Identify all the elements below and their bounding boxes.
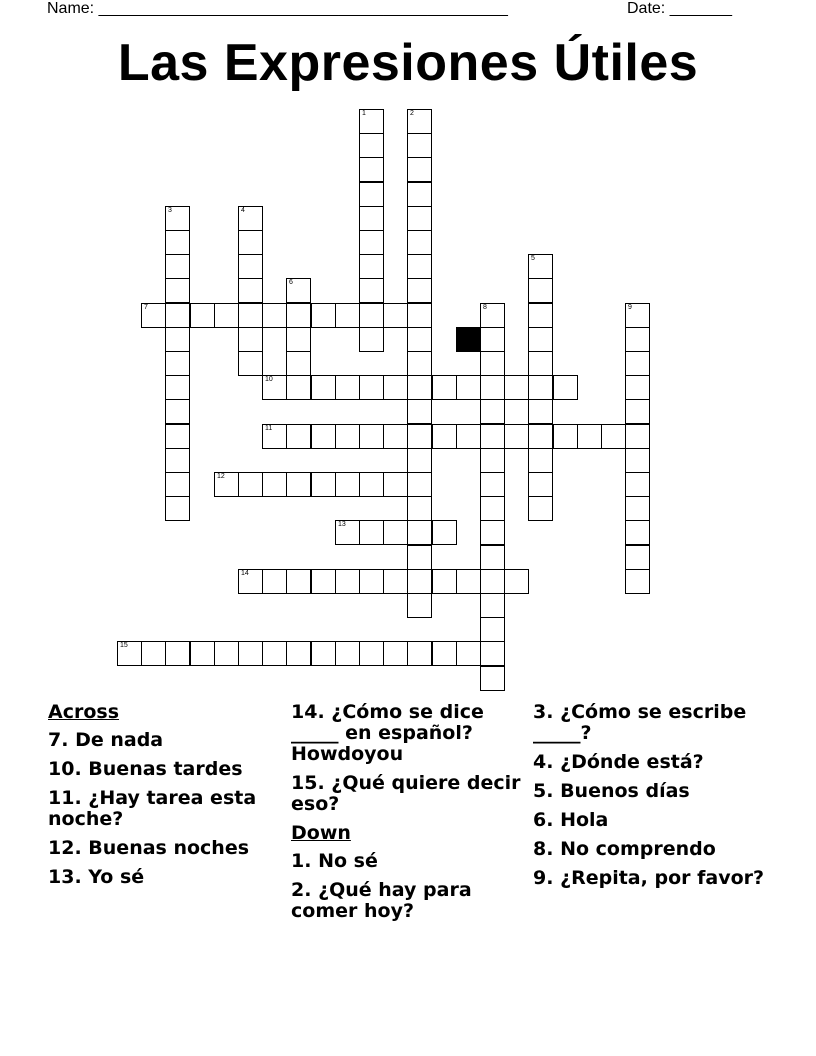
crossword-cell[interactable] (432, 424, 457, 449)
crossword-cell[interactable] (383, 303, 408, 328)
clue-number: 10. (48, 758, 82, 780)
crossword-cell[interactable] (625, 545, 650, 570)
crossword-cell[interactable] (238, 569, 263, 594)
crossword-cell[interactable] (286, 278, 311, 303)
crossword-cell[interactable] (359, 375, 384, 400)
clue-text: De nada (75, 729, 164, 751)
crossword-cell[interactable] (165, 206, 190, 231)
crossword-cell[interactable] (625, 520, 650, 545)
crossword-cell[interactable] (311, 569, 336, 594)
clue-number-label: 10 (265, 376, 273, 383)
crossword-cell[interactable] (359, 278, 384, 303)
crossword-cell[interactable] (456, 641, 481, 666)
crossword-cell[interactable] (335, 303, 360, 328)
crossword-cell[interactable] (359, 182, 384, 207)
clue-number-label: 15 (120, 642, 128, 649)
across-clue (48, 838, 278, 859)
crossword-cell[interactable] (407, 206, 432, 231)
crossword-cell[interactable] (528, 254, 553, 279)
crossword-cell[interactable] (625, 303, 650, 328)
crossword-cell[interactable] (262, 569, 287, 594)
clue-number-label: 12 (217, 473, 225, 480)
crossword-cell[interactable] (286, 569, 311, 594)
crossword-cell[interactable] (407, 109, 432, 134)
clue-number: 7. (48, 729, 69, 751)
crossword-cell[interactable] (528, 375, 553, 400)
clue-number-label: 11 (265, 425, 273, 432)
crossword-cell[interactable] (238, 641, 263, 666)
crossword-cell[interactable] (432, 569, 457, 594)
crossword-cell[interactable] (359, 569, 384, 594)
crossword-cell[interactable] (359, 424, 384, 449)
clue-number-label: 4 (241, 207, 245, 214)
crossword-cell[interactable] (311, 641, 336, 666)
crossword-cell[interactable] (286, 303, 311, 328)
crossword-cell[interactable] (407, 182, 432, 207)
crossword-cell[interactable] (238, 351, 263, 376)
crossword-cell[interactable] (359, 206, 384, 231)
crossword-cell[interactable] (141, 641, 166, 666)
crossword-cell[interactable] (480, 375, 505, 400)
crossword-cell[interactable] (528, 303, 553, 328)
down-clue (533, 781, 773, 802)
crossword-cell[interactable] (165, 472, 190, 497)
crossword-cell[interactable] (286, 351, 311, 376)
clue-number-label: 14 (241, 570, 249, 577)
crossword-cell[interactable] (625, 375, 650, 400)
crossword-cell[interactable] (407, 254, 432, 279)
crossword-cell[interactable] (165, 375, 190, 400)
crossword-cell[interactable] (407, 448, 432, 473)
crossword-cell[interactable] (383, 375, 408, 400)
crossword-cell[interactable] (407, 327, 432, 352)
clue-number: 13. (48, 866, 82, 888)
crossword-cell[interactable] (335, 375, 360, 400)
clue-number: 4. (533, 751, 554, 773)
crossword-cell[interactable] (528, 327, 553, 352)
clue-number-label: 8 (483, 304, 487, 311)
crossword-cell[interactable] (165, 303, 190, 328)
crossword-cell[interactable] (480, 593, 505, 618)
down-clue (533, 810, 773, 831)
clue-text: No sé (318, 850, 378, 872)
clue-text: ¿Qué quiere decir eso? (291, 772, 521, 815)
crossword-cell[interactable] (286, 375, 311, 400)
crossword-cell[interactable] (286, 641, 311, 666)
crossword-cell[interactable] (528, 496, 553, 521)
crossword-cell[interactable] (480, 545, 505, 570)
crossword-cell[interactable] (165, 641, 190, 666)
crossword-cell[interactable] (407, 303, 432, 328)
crossword-cell[interactable] (262, 303, 287, 328)
clue-number-label: 3 (168, 207, 172, 214)
crossword-cell[interactable] (214, 303, 239, 328)
crossword-cell[interactable] (432, 375, 457, 400)
clues-column-1 (48, 702, 278, 896)
crossword-cell[interactable] (214, 641, 239, 666)
crossword-cell[interactable] (625, 448, 650, 473)
crossword-cell[interactable] (238, 303, 263, 328)
crossword-cell[interactable] (407, 641, 432, 666)
down-clue (291, 880, 521, 922)
crossword-cell[interactable] (190, 303, 215, 328)
clue-text: ¿Hay tarea esta noche? (48, 787, 257, 830)
across-clue (48, 867, 278, 888)
clue-text: Buenas tardes (88, 758, 243, 780)
crossword-cell[interactable] (359, 230, 384, 255)
clue-text: Buenos días (560, 780, 690, 802)
clue-number: 12. (48, 837, 82, 859)
crossword-cell[interactable] (504, 375, 529, 400)
crossword-cell[interactable] (165, 327, 190, 352)
crossword-cell[interactable] (528, 424, 553, 449)
crossword-cell[interactable] (480, 448, 505, 473)
crossword-cell[interactable] (504, 569, 529, 594)
clue-number-label: 7 (144, 304, 148, 311)
crossword-cell[interactable] (407, 545, 432, 570)
crossword-cell[interactable] (359, 254, 384, 279)
clue-text: No comprendo (560, 838, 716, 860)
crossword-cell[interactable] (407, 278, 432, 303)
clue-number-label: 9 (628, 304, 632, 311)
crossword-cell[interactable] (407, 424, 432, 449)
crossword-cell[interactable] (407, 496, 432, 521)
across-clue (48, 730, 278, 751)
crossword-cell[interactable] (407, 569, 432, 594)
crossword-cell[interactable] (480, 399, 505, 424)
crossword-cell[interactable] (359, 109, 384, 134)
crossword-cell[interactable] (407, 520, 432, 545)
crossword-cell[interactable] (262, 375, 287, 400)
clue-text: Hola (560, 809, 609, 831)
clue-number: 11. (48, 787, 82, 809)
crossword-cell[interactable] (383, 472, 408, 497)
crossword-cell[interactable] (359, 157, 384, 182)
clue-number: 15. (291, 772, 325, 794)
crossword-cell[interactable] (335, 424, 360, 449)
clues-column-3 (533, 702, 773, 897)
crossword-cell[interactable] (625, 327, 650, 352)
crossword-cell[interactable] (625, 351, 650, 376)
crossword-cell[interactable] (238, 206, 263, 231)
crossword-cell[interactable] (238, 472, 263, 497)
crossword-cell[interactable] (359, 133, 384, 158)
down-clue (533, 839, 773, 860)
crossword-cell[interactable] (553, 424, 578, 449)
crossword-cell[interactable] (553, 375, 578, 400)
clue-number: 6. (533, 809, 554, 831)
crossword-cell[interactable] (190, 641, 215, 666)
crossword-cell[interactable] (335, 472, 360, 497)
crossword-cell[interactable] (238, 278, 263, 303)
crossword-cell[interactable] (480, 303, 505, 328)
crossword-cell[interactable] (528, 472, 553, 497)
across-heading: Across (48, 701, 120, 723)
crossword-cell[interactable] (383, 520, 408, 545)
clue-number-label: 6 (289, 279, 293, 286)
crossword-cell[interactable] (165, 399, 190, 424)
crossword-block (456, 327, 481, 352)
crossword-cell[interactable] (407, 351, 432, 376)
crossword-cell[interactable] (480, 424, 505, 449)
crossword-cell[interactable] (262, 472, 287, 497)
crossword-cell[interactable] (165, 254, 190, 279)
crossword-cell[interactable] (407, 593, 432, 618)
crossword-cell[interactable] (335, 641, 360, 666)
clue-number-label: 13 (338, 521, 346, 528)
crossword-cell[interactable] (359, 472, 384, 497)
crossword-cell[interactable] (311, 375, 336, 400)
crossword-cell[interactable] (528, 448, 553, 473)
crossword-cell[interactable] (359, 641, 384, 666)
crossword-cell[interactable] (407, 472, 432, 497)
crossword-cell[interactable] (480, 666, 505, 691)
down-clue (291, 851, 521, 872)
crossword-cell[interactable] (165, 230, 190, 255)
crossword-cell[interactable] (504, 424, 529, 449)
crossword-cell[interactable] (456, 424, 481, 449)
crossword-cell[interactable] (141, 303, 166, 328)
crossword-cell[interactable] (480, 351, 505, 376)
crossword-cell[interactable] (262, 424, 287, 449)
crossword-cell[interactable] (117, 641, 142, 666)
crossword-cell[interactable] (407, 157, 432, 182)
crossword-cell[interactable] (625, 424, 650, 449)
crossword-cell[interactable] (359, 520, 384, 545)
crossword-cell[interactable] (480, 327, 505, 352)
across-clue (48, 788, 278, 830)
clue-text: ¿Qué hay para comer hoy? (291, 879, 472, 922)
crossword-cell[interactable] (335, 569, 360, 594)
clues-column-2 (291, 702, 521, 930)
crossword-cell[interactable] (432, 641, 457, 666)
across-clue (291, 702, 521, 765)
clue-text: Yo sé (88, 866, 145, 888)
crossword-cell[interactable] (456, 375, 481, 400)
clue-text: ¿Cómo se escribe _____? (533, 701, 747, 744)
date-field-label: Date: _______ (627, 0, 732, 17)
clue-number: 5. (533, 780, 554, 802)
clue-number-label: 5 (531, 255, 535, 262)
crossword-cell[interactable] (165, 448, 190, 473)
crossword-cell[interactable] (625, 472, 650, 497)
crossword-cell[interactable] (214, 472, 239, 497)
crossword-cell[interactable] (432, 520, 457, 545)
crossword-cell[interactable] (383, 424, 408, 449)
clue-number: 3. (533, 701, 554, 723)
crossword-cell[interactable] (480, 472, 505, 497)
page-title: Las Expresiones Útiles (117, 34, 699, 92)
clue-number-label: 2 (410, 110, 414, 117)
down-clue (533, 752, 773, 773)
crossword-cell[interactable] (601, 424, 626, 449)
crossword-cell[interactable] (407, 399, 432, 424)
crossword-cell[interactable] (625, 569, 650, 594)
clue-number: 14. (291, 701, 325, 723)
crossword-cell[interactable] (238, 327, 263, 352)
crossword-cell[interactable] (528, 278, 553, 303)
crossword-cell[interactable] (528, 351, 553, 376)
down-clue (533, 702, 773, 744)
crossword-cell[interactable] (262, 641, 287, 666)
name-field-label: Name: ______________________________________________ (47, 0, 508, 17)
crossword-cell[interactable] (311, 303, 336, 328)
clue-text: ¿Cómo se dice _____ en español? Howdoyou (291, 701, 484, 765)
crossword-cell[interactable] (165, 496, 190, 521)
crossword-cell[interactable] (359, 303, 384, 328)
crossword-cell[interactable] (480, 569, 505, 594)
crossword-cell[interactable] (407, 133, 432, 158)
crossword-cell[interactable] (335, 520, 360, 545)
across-clue (291, 773, 521, 815)
clue-text: Buenas noches (88, 837, 250, 859)
crossword-cell[interactable] (238, 230, 263, 255)
clue-number: 8. (533, 838, 554, 860)
crossword-cell[interactable] (383, 641, 408, 666)
down-clue (533, 868, 773, 889)
across-clue (48, 759, 278, 780)
crossword-cell[interactable] (286, 327, 311, 352)
crossword-cell[interactable] (311, 424, 336, 449)
clue-number: 2. (291, 879, 312, 901)
crossword-cell[interactable] (407, 230, 432, 255)
crossword-cell[interactable] (359, 327, 384, 352)
crossword-cell[interactable] (480, 617, 505, 642)
clue-number-label: 1 (362, 110, 366, 117)
crossword-cell[interactable] (528, 399, 553, 424)
crossword-cell[interactable] (383, 569, 408, 594)
crossword-cell[interactable] (238, 254, 263, 279)
clue-number: 1. (291, 850, 312, 872)
crossword-cell[interactable] (480, 641, 505, 666)
clue-number: 9. (533, 867, 554, 889)
crossword-cell[interactable] (625, 496, 650, 521)
crossword-cell[interactable] (311, 472, 336, 497)
crossword-cell[interactable] (625, 399, 650, 424)
clue-text: ¿Dónde está? (560, 751, 704, 773)
down-heading: Down (291, 822, 351, 844)
crossword-cell[interactable] (165, 351, 190, 376)
crossword-cell[interactable] (577, 424, 602, 449)
crossword-cell[interactable] (165, 424, 190, 449)
crossword-cell[interactable] (480, 496, 505, 521)
clue-text: ¿Repita, por favor? (560, 867, 765, 889)
crossword-cell[interactable] (286, 472, 311, 497)
crossword-cell[interactable] (480, 520, 505, 545)
crossword-cell[interactable] (407, 375, 432, 400)
crossword-cell[interactable] (456, 569, 481, 594)
crossword-cell[interactable] (165, 278, 190, 303)
crossword-cell[interactable] (286, 424, 311, 449)
